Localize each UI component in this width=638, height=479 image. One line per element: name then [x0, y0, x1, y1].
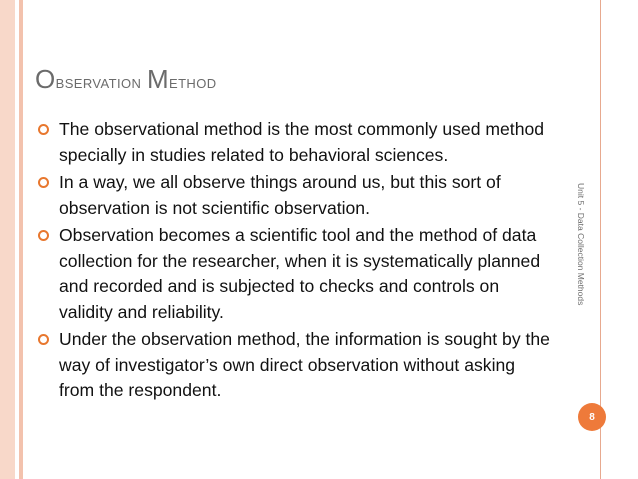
side-unit-label — [571, 162, 591, 327]
title-part-2: ethod — [169, 72, 217, 93]
bullet-item — [38, 117, 550, 168]
side-unit-label-text: Unit 5 - Data Collection Methods — [576, 183, 586, 306]
bullet-ring-icon — [38, 230, 49, 241]
slide-title — [35, 64, 217, 98]
bullet-text: Observation becomes a scientific tool and the method of data collection for the researcher, when it is systematically planned and recorded and is subjected to checks and controls on validity and reliability. — [59, 225, 541, 322]
bullet-ring-icon — [38, 124, 49, 135]
bullet-list — [38, 117, 550, 406]
bullet-text: In a way, we all observe things around us, but this sort of observation is not scientific observation. — [59, 172, 501, 218]
page-number-badge — [578, 403, 606, 431]
left-decorative-stripe — [19, 0, 23, 479]
left-decorative-band — [0, 0, 15, 479]
title-initial-1: O — [35, 64, 56, 94]
title-part-1: bservation — [55, 72, 147, 93]
bullet-item — [38, 170, 550, 221]
bullet-item — [38, 223, 550, 325]
bullet-text: The observational method is the most commonly used method specially in studies related to behavioral sciences. — [59, 119, 545, 165]
bullet-text: Under the observation method, the information is sought by the way of investigator’s own direct observation without asking from the respondent. — [59, 329, 550, 400]
bullet-ring-icon — [38, 177, 49, 188]
right-margin-band — [600, 0, 638, 479]
bullet-item — [38, 327, 550, 404]
bullet-ring-icon — [38, 334, 49, 345]
page-number: 8 — [589, 411, 595, 423]
title-initial-2: M — [146, 64, 169, 94]
